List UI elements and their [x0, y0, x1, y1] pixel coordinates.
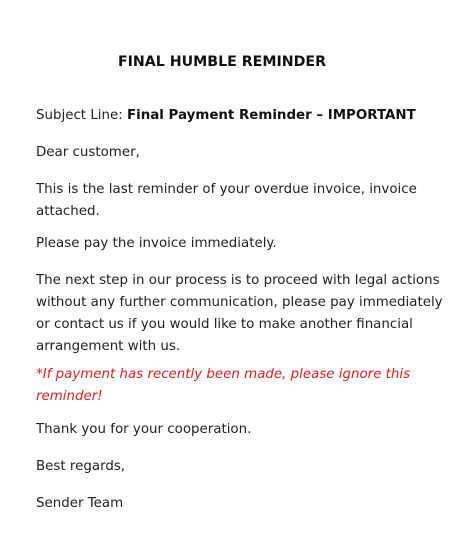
- thanks-line: Thank you for your cooperation.: [36, 422, 252, 437]
- sender-signature: Sender Team: [36, 496, 124, 511]
- subject-label: Subject Line:: [36, 108, 127, 123]
- paragraph-pay-immediately: Please pay the invoice immediately.: [36, 236, 277, 251]
- subject-line: [36, 105, 446, 127]
- document-title: FINAL HUMBLE REMINDER: [117, 54, 327, 70]
- subject-value: Final Payment Reminder – IMPORTANT: [127, 108, 416, 123]
- closing-line: Best regards,: [36, 459, 126, 474]
- payment-note: *If payment has recently been made, please ignore this reminder!: [36, 367, 411, 404]
- paragraph-legal-actions: The next step in our process is to proceed with legal actions without any further communication, please pay immediately or contact us if you would like to make another financial arrangement with us.: [36, 273, 443, 354]
- paragraph-overdue-invoice: This is the last reminder of your overdue invoice, invoice attached.: [36, 182, 417, 219]
- greeting: Dear customer,: [36, 145, 140, 160]
